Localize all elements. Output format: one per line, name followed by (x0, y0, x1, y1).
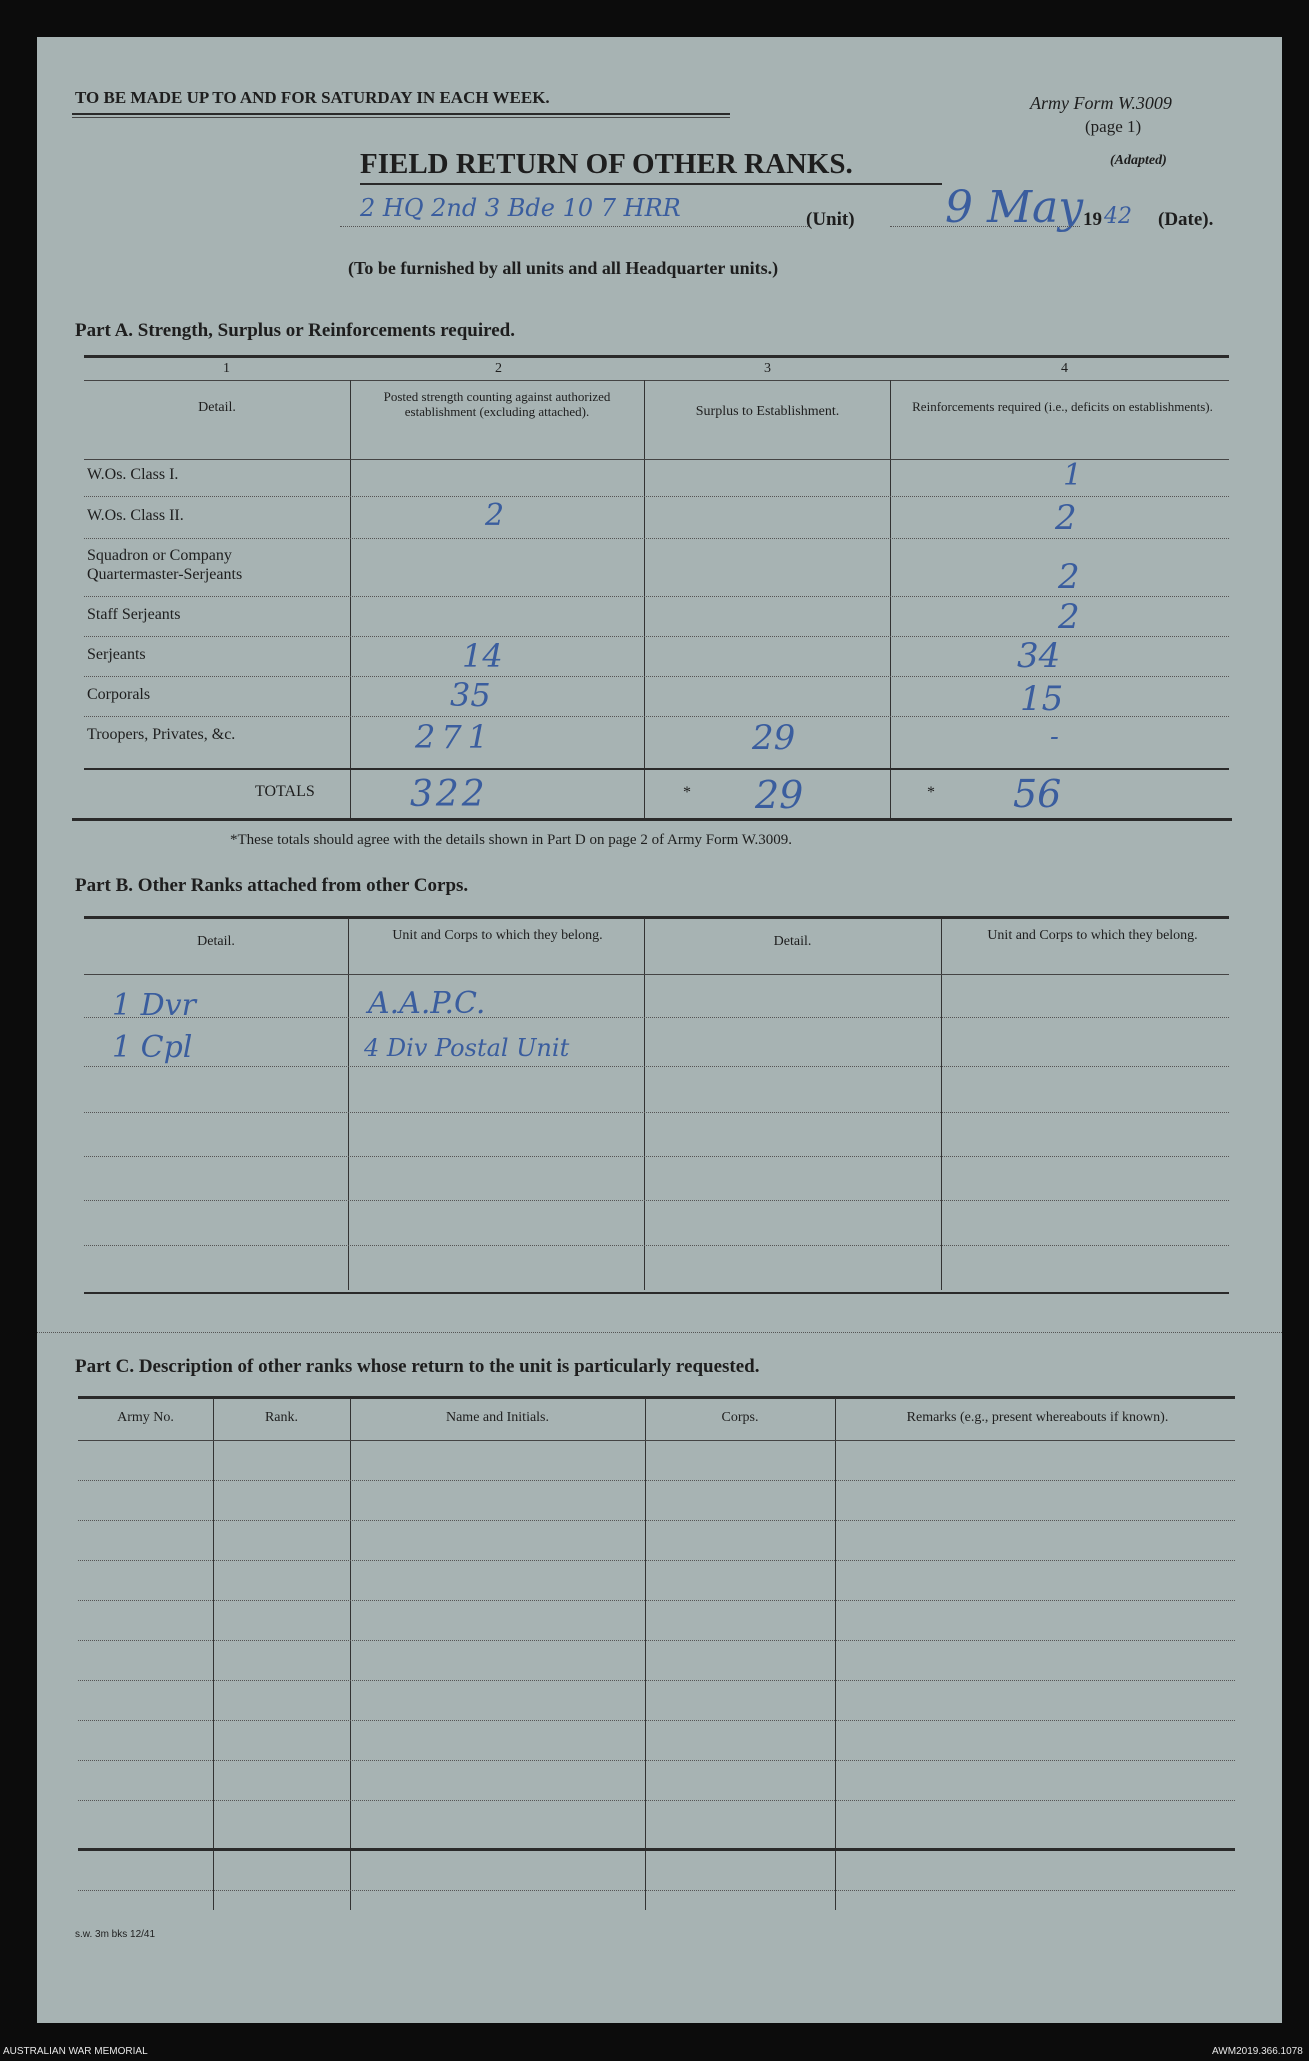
row-detail-line2: Quartermaster-Serjeants (87, 566, 243, 583)
archive-credit: AUSTRALIAN WAR MEMORIAL (3, 2046, 148, 2057)
reinforcements-value: 1 (1063, 458, 1083, 493)
reinforcements-value: - (1050, 722, 1059, 752)
reinforcements-value: 2 (1058, 557, 1080, 597)
attached-unit: A.A.P.C. (368, 986, 486, 1021)
part-a-header-detail: Detail. (198, 400, 236, 415)
posted-value: 35 (450, 676, 491, 714)
row-detail: Squadron or Company (87, 547, 232, 564)
form-number: Army Form W.3009 (1030, 93, 1172, 113)
row-detail: W.Os. Class I. (87, 466, 179, 483)
printer-mark: s.w. 3m bks 12/41 (75, 1929, 156, 1940)
date-label: (Date). (1158, 209, 1214, 230)
totals-label: TOTALS (255, 783, 315, 800)
row-detail: Corporals (87, 686, 151, 703)
attached-detail: 1 Cpl (112, 1030, 193, 1065)
adapted-note: (Adapted) (1110, 153, 1167, 168)
page-subtitle: (To be furnished by all units and all Headquarter units.) (348, 258, 779, 278)
part-c-header-remarks: Remarks (e.g., present whereabouts if known). (906, 1410, 1169, 1425)
reinforcements-value: 2 (1058, 597, 1080, 637)
page-number: (page 1) (1085, 117, 1142, 136)
part-a-heading: Part A. Strength, Surplus or Reinforcements required. (75, 320, 515, 341)
archive-id: AWM2019.366.1078 (1212, 2046, 1303, 2057)
year-prefix: 19 (1083, 209, 1102, 230)
weekly-instruction: TO BE MADE UP TO AND FOR SATURDAY IN EACH WEEK. (75, 88, 550, 107)
part-c-header-corps: Corps. (721, 1410, 759, 1425)
part-a-col-number: 2 (495, 361, 502, 376)
row-detail: W.Os. Class II. (87, 507, 184, 524)
handwritten-date: 9 May (945, 182, 1084, 233)
total-posted: 322 (410, 774, 488, 815)
unit-label: (Unit) (806, 209, 855, 230)
attached-detail: 1 Dvr (112, 988, 196, 1023)
total-reinforcements: 56 (1013, 772, 1062, 816)
part-c-header-name: Name and Initials. (445, 1410, 550, 1425)
part-a-col-number: 4 (1061, 361, 1068, 376)
asterisk-mark: * (683, 784, 691, 801)
handwritten-year: 42 (1104, 204, 1132, 229)
row-detail: Serjeants (87, 646, 146, 663)
posted-value: 271 (415, 718, 495, 756)
row-detail: Staff Serjeants (87, 606, 181, 623)
part-b-header-detail: Detail. (773, 934, 812, 949)
reinforcements-value: 34 (1017, 636, 1061, 676)
part-b-header-unit-corps: Unit and Corps to which they belong. (987, 928, 1198, 943)
part-a-header-surplus: Surplus to Establishment. (695, 404, 840, 419)
part-c-header-army-no: Army No. (117, 1410, 174, 1425)
page-title: FIELD RETURN OF OTHER RANKS. (360, 148, 853, 180)
part-c-header-rank: Rank. (264, 1410, 299, 1425)
reinforcements-value: 2 (1055, 498, 1077, 538)
asterisk-mark: * (927, 784, 935, 801)
posted-value: 14 (462, 637, 503, 675)
part-a-header-posted: Posted strength counting against authorized establishment (excluding attached). (383, 389, 611, 419)
part-b-header-unit-corps: Unit and Corps to which they belong. (392, 928, 603, 943)
part-a-col-number: 3 (764, 361, 771, 376)
attached-unit: 4 Div Postal Unit (364, 1034, 570, 1062)
handwritten-unit: 2 HQ 2nd 3 Bde 10 7 HRR (360, 194, 681, 222)
surplus-value: 29 (752, 718, 796, 758)
part-c-heading: Part C. Description of other ranks whose return to the unit is particularly requested. (75, 1356, 760, 1377)
part-b-heading: Part B. Other Ranks attached from other Corps. (75, 875, 469, 896)
part-b-header-detail: Detail. (197, 934, 235, 949)
totals-footnote: *These totals should agree with the details shown in Part D on page 2 of Army Form W.3009. (230, 832, 793, 848)
total-surplus: 29 (755, 773, 804, 817)
part-a-header-reinforcements: Reinforcements required (i.e., deficits on establishments). (912, 399, 1213, 414)
posted-value: 2 (485, 498, 505, 533)
row-detail: Troopers, Privates, &c. (87, 726, 236, 743)
part-a-col-number: 1 (223, 361, 230, 376)
reinforcements-value: 15 (1020, 679, 1064, 719)
